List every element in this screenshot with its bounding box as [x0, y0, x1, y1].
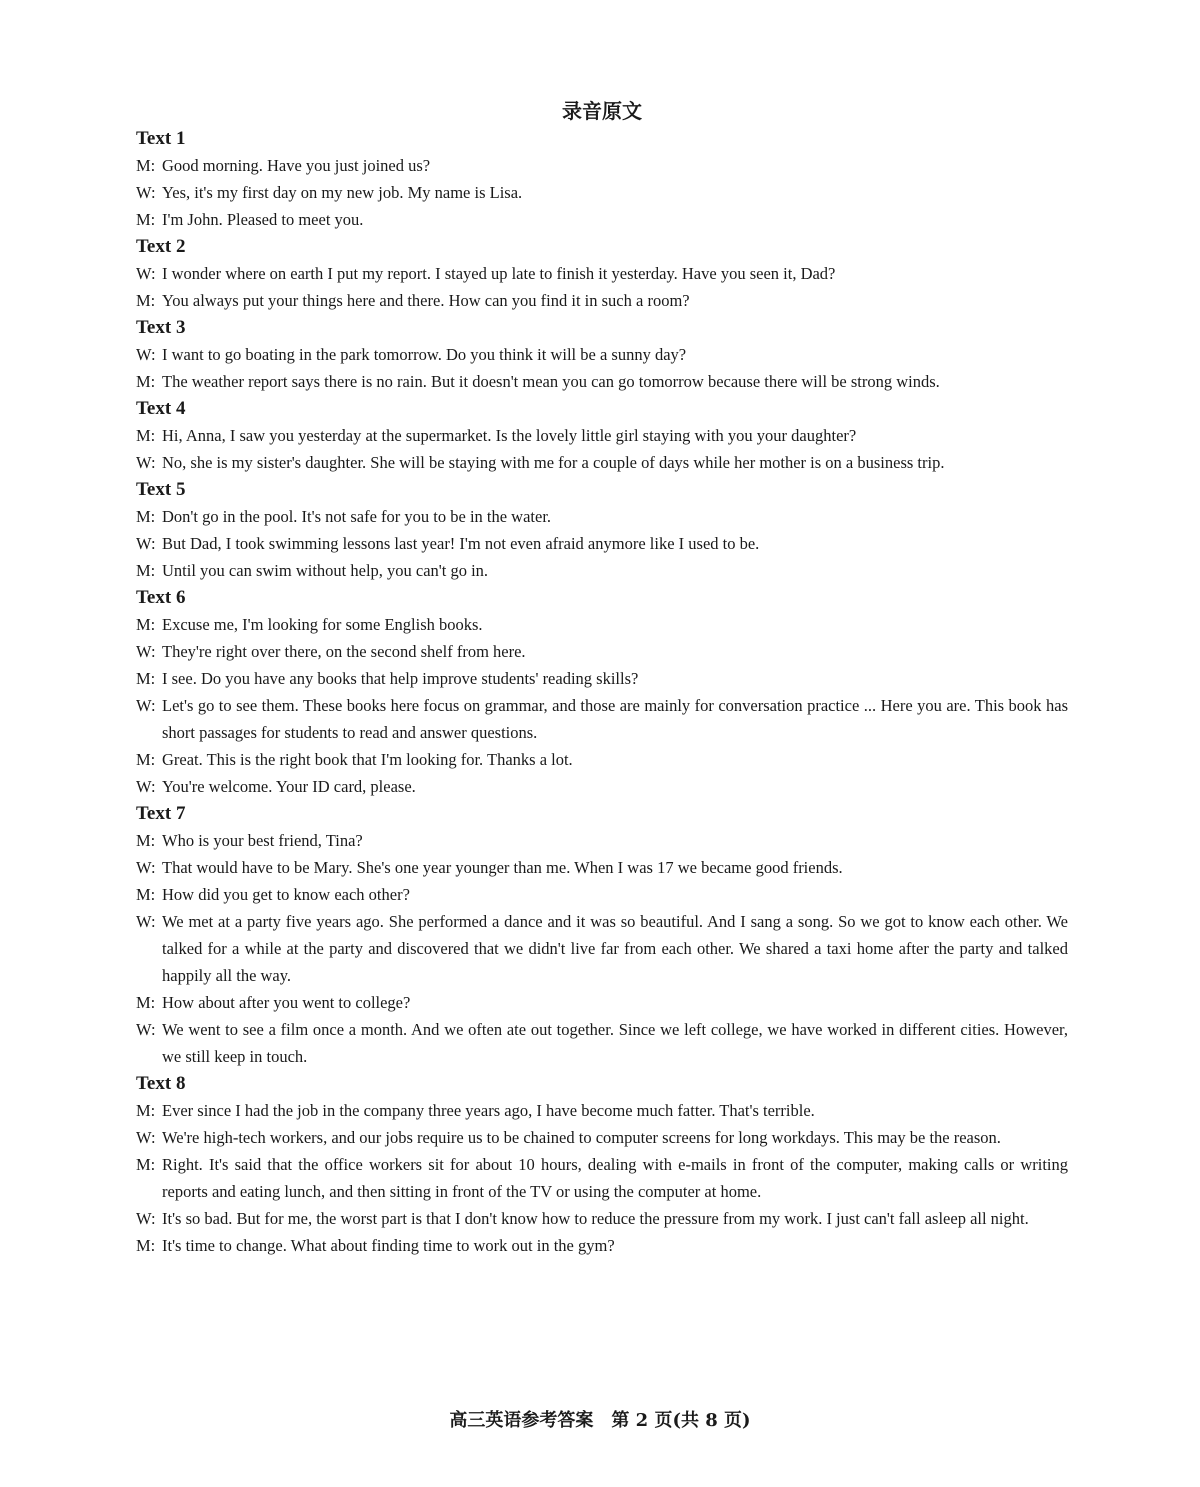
section-heading: Text 2: [136, 236, 186, 257]
dialogue-line: [136, 368, 1068, 395]
speaker-label: M:: [136, 156, 156, 175]
section-heading: Text 7: [136, 803, 186, 824]
utterance-text: They're right over there, on the second shelf from here.: [162, 642, 526, 661]
text-section: [136, 476, 1068, 584]
dialogue-line: [136, 908, 1068, 989]
speaker-label: M:: [136, 885, 156, 904]
dialogue-line: [136, 503, 1068, 530]
utterance-text: I wonder where on earth I put my report. I stayed up late to finish it yesterday. Have you seen it, Dad?: [162, 264, 836, 283]
dialogue-line: [136, 260, 1068, 287]
dialogue-line: [136, 611, 1068, 638]
text-section: [136, 125, 1068, 233]
dialogue-line: [136, 989, 1068, 1016]
dialogue-line: [136, 341, 1068, 368]
transcript-page: [136, 98, 1068, 1259]
utterance-text: Yes, it's my first day on my new job. My name is Lisa.: [162, 183, 523, 202]
utterance-text: No, she is my sister's daughter. She will be staying with me for a couple of days while her mother is on a business trip.: [162, 453, 945, 472]
speaker-label: W:: [136, 183, 156, 202]
text-section: [136, 314, 1068, 395]
utterance-text: The weather report says there is no rain. But it doesn't mean you can go tomorrow because there will be strong winds.: [162, 372, 940, 391]
dialogue-line: [136, 1124, 1068, 1151]
speaker-label: W:: [136, 777, 156, 796]
speaker-label: M:: [136, 1236, 156, 1255]
speaker-label: W:: [136, 858, 156, 877]
page-footer: 高三英语参考答案 第 2 页(共 8 页): [449, 1410, 751, 1431]
dialogue-line: [136, 854, 1068, 881]
dialogue-line: [136, 152, 1068, 179]
speaker-label: W:: [136, 1128, 156, 1147]
speaker-label: M:: [136, 750, 156, 769]
speaker-label: W:: [136, 345, 156, 364]
text-section: [136, 1070, 1068, 1259]
dialogue-line: [136, 530, 1068, 557]
dialogue-line: [136, 179, 1068, 206]
dialogue-line: [136, 1151, 1068, 1205]
speaker-label: M:: [136, 426, 156, 445]
utterance-text: I want to go boating in the park tomorrow. Do you think it will be a sunny day?: [162, 345, 687, 364]
utterance-text: I see. Do you have any books that help improve students' reading skills?: [162, 669, 639, 688]
dialogue-line: [136, 1205, 1068, 1232]
utterance-text: Let's go to see them. These books here focus on grammar, and those are mainly for conversation practice ... Here you are. This book has short passages for students to read and answer questions.: [162, 696, 1068, 742]
speaker-label: M:: [136, 372, 156, 391]
speaker-label: M:: [136, 210, 156, 229]
utterance-text: Right. It's said that the office workers sit for about 10 hours, dealing with e-mails in front of the computer, making calls or writing reports and eating lunch, and then sitting in front of the TV or using the computer at home.: [162, 1155, 1068, 1201]
dialogue-line: [136, 773, 1068, 800]
dialogue-line: [136, 692, 1068, 746]
speaker-label: W:: [136, 453, 156, 472]
utterance-text: We met at a party five years ago. She performed a dance and it was so beautiful. And I sang a song. So we got to know each other. We talked for a while at the party and discovered that we didn't live far from each other. We shared a taxi home after the party and talked happily all the way.: [162, 912, 1068, 985]
dialogue-line: [136, 287, 1068, 314]
dialogue-line: [136, 746, 1068, 773]
utterance-text: It's time to change. What about finding time to work out in the gym?: [162, 1236, 615, 1255]
utterance-text: You're welcome. Your ID card, please.: [162, 777, 416, 796]
dialogue-line: [136, 827, 1068, 854]
dialogue-line: [136, 665, 1068, 692]
speaker-label: M:: [136, 831, 156, 850]
speaker-label: M:: [136, 507, 156, 526]
speaker-label: W:: [136, 1020, 156, 1039]
text-section: [136, 584, 1068, 800]
utterance-text: Who is your best friend, Tina?: [162, 831, 363, 850]
utterance-text: That would have to be Mary. She's one year younger than me. When I was 17 we became good friends.: [162, 858, 843, 877]
utterance-text: We're high-tech workers, and our jobs require us to be chained to computer screens for long workdays. This may be the reason.: [162, 1128, 1001, 1147]
utterance-text: But Dad, I took swimming lessons last year! I'm not even afraid anymore like I used to be.: [162, 534, 760, 553]
dialogue-line: [136, 557, 1068, 584]
utterance-text: How did you get to know each other?: [162, 885, 410, 904]
speaker-label: W:: [136, 696, 156, 715]
speaker-label: M:: [136, 561, 156, 580]
section-heading: Text 4: [136, 398, 186, 419]
utterance-text: You always put your things here and there. How can you find it in such a room?: [162, 291, 690, 310]
dialogue-line: [136, 1097, 1068, 1124]
section-heading: Text 8: [136, 1073, 186, 1094]
section-heading: Text 6: [136, 587, 186, 608]
section-heading: Text 5: [136, 479, 186, 500]
speaker-label: M:: [136, 669, 156, 688]
dialogue-line: [136, 1232, 1068, 1259]
utterance-text: Excuse me, I'm looking for some English books.: [162, 615, 483, 634]
utterance-text: I'm John. Pleased to meet you.: [162, 210, 364, 229]
speaker-label: M:: [136, 1155, 156, 1174]
utterance-text: Ever since I had the job in the company three years ago, I have become much fatter. That's terrible.: [162, 1101, 815, 1120]
speaker-label: W:: [136, 1209, 156, 1228]
speaker-label: W:: [136, 264, 156, 283]
text-section: [136, 233, 1068, 314]
utterance-text: Good morning. Have you just joined us?: [162, 156, 431, 175]
dialogue-line: [136, 422, 1068, 449]
text-section: [136, 800, 1068, 1070]
speaker-label: M:: [136, 291, 156, 310]
dialogue-line: [136, 206, 1068, 233]
document-title: 录音原文: [562, 99, 642, 123]
utterance-text: Great. This is the right book that I'm looking for. Thanks a lot.: [162, 750, 573, 769]
speaker-label: M:: [136, 993, 156, 1012]
utterance-text: We went to see a film once a month. And we often ate out together. Since we left college, we have worked in different cities. However, we still keep in touch.: [162, 1020, 1068, 1066]
utterance-text: How about after you went to college?: [162, 993, 411, 1012]
speaker-label: M:: [136, 1101, 156, 1120]
dialogue-line: [136, 1016, 1068, 1070]
utterance-text: It's so bad. But for me, the worst part is that I don't know how to reduce the pressure from my work. I just can't fall asleep all night.: [162, 1209, 1029, 1228]
dialogue-line: [136, 449, 1068, 476]
text-section: [136, 395, 1068, 476]
speaker-label: W:: [136, 534, 156, 553]
dialogue-line: [136, 881, 1068, 908]
transcript-body: [136, 125, 1068, 1259]
speaker-label: W:: [136, 912, 156, 931]
speaker-label: W:: [136, 642, 156, 661]
section-heading: Text 3: [136, 317, 186, 338]
utterance-text: Hi, Anna, I saw you yesterday at the supermarket. Is the lovely little girl staying with you your daughter?: [162, 426, 857, 445]
utterance-text: Don't go in the pool. It's not safe for you to be in the water.: [162, 507, 552, 526]
section-heading: Text 1: [136, 128, 186, 149]
utterance-text: Until you can swim without help, you can't go in.: [162, 561, 489, 580]
dialogue-line: [136, 638, 1068, 665]
speaker-label: M:: [136, 615, 156, 634]
